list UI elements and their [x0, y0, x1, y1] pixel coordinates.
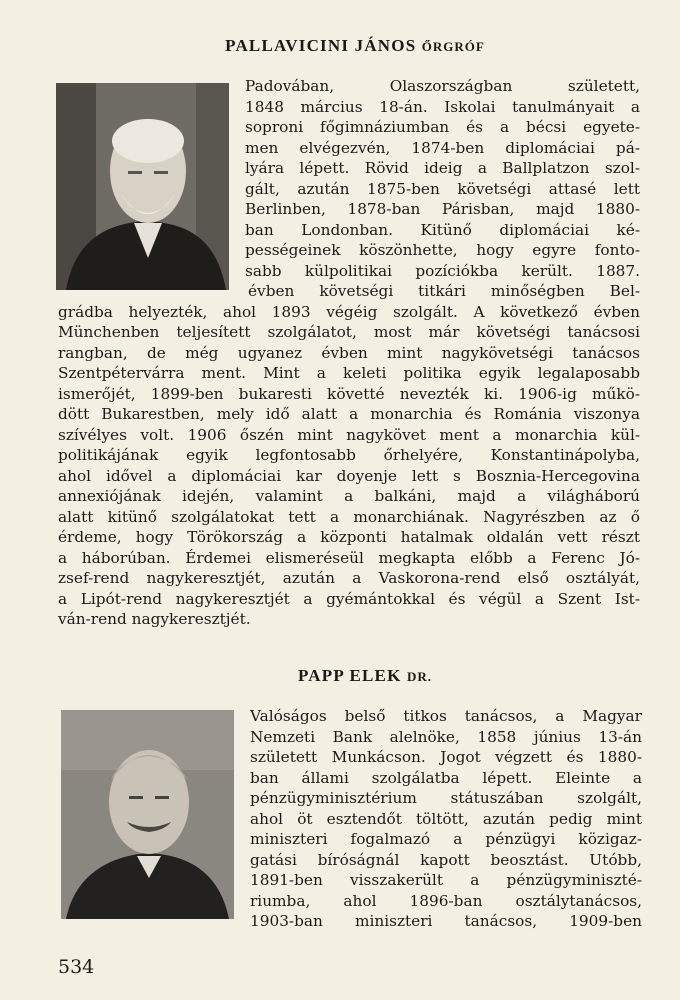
text-line: alatt kitünő szolgálatokat tett a monarchiának. Nagyrészben az ő — [58, 507, 640, 526]
text-line: men elvégezvén, 1874-ben diplomáciai pá- — [245, 138, 640, 157]
text-line: grádba helyezték, ahol 1893 végéig szolgált. A következő évben — [58, 302, 640, 321]
text-line: 1903-ban miniszteri tanácsos, 1909-ben — [250, 912, 642, 930]
text-line: született Munkácson. Jogot végzett és 1880- — [250, 748, 642, 766]
text-line: Padovában, Olaszországban született, — [245, 77, 640, 95]
portrait-photo-icon — [61, 710, 234, 919]
text-line: miniszteri fogalmazó a pénzügyi közigaz- — [250, 830, 642, 848]
text-line: ban Londonban. Kitünő diplomáciai ké- — [245, 220, 640, 239]
entry-title-suffix: DR. — [406, 669, 432, 684]
text-line: gatási bíróságnál kapott beosztást. Utóbb, — [250, 850, 642, 869]
text-line: rangban, de még ugyanez évben mint nagykövetségi tanácsos — [58, 343, 640, 362]
entry-title-papp — [0, 666, 680, 686]
text-line: Valóságos belső titkos tanácsos, a Magyar — [250, 707, 642, 725]
text-line: politikájának egyik legfontosabb őrhelyére, Konstantinápolyba, — [58, 446, 640, 464]
text-line: ván-rend nagykeresztjét. — [58, 610, 251, 628]
text-line: ban állami szolgálatba lépett. Eleinte a — [250, 768, 642, 787]
text-line: gált, azután 1875-ben követségi attasé lett — [245, 179, 640, 198]
text-line: pességeinek köszönhette, hogy egyre fonto- — [245, 241, 640, 259]
entry-text-side-papp — [250, 706, 642, 932]
text-line: soproni főgimnáziumban és a bécsi egyete- — [245, 118, 640, 136]
text-line: lyára lépett. Rövid ideig a Ballplatzon szol- — [245, 159, 640, 177]
text-line: Berlinben, 1878-ban Párisban, majd 1880- — [245, 200, 640, 218]
text-line: Nemzeti Bank alelnöke, 1858 június 13-án — [250, 727, 642, 746]
text-line: Münchenben teljesített szolgálatot, most már követségi tanácsosi — [58, 323, 640, 341]
page-number: 534 — [58, 956, 95, 978]
text-line: ismerőjét, 1899-ben bukaresti követté nevezték ki. 1906-ig műkö- — [58, 384, 640, 403]
portrait-photo-icon — [56, 83, 229, 290]
entry-text-side-pallavicini — [245, 76, 640, 281]
entry-title-main: PALLAVICINI JÁNOS — [225, 36, 422, 55]
text-line: ahol öt esztendőt töltött, azután pedig mint — [250, 809, 642, 828]
text-line: 1891-ben visszakerült a pénzügyminiszté- — [250, 871, 642, 889]
entry-title-suffix: ŐRGRÓF — [421, 39, 485, 54]
text-line: szívélyes volt. 1906 őszén mint nagykövet ment a monarchia kül- — [58, 425, 640, 444]
text-line: sabb külpolitikai pozíciókba került. 1887. — [245, 261, 640, 280]
portrait-pallavicini — [56, 83, 229, 290]
text-line: riumba, ahol 1896-ban osztálytanácsos, — [250, 891, 642, 910]
text-line: annexiójának idején, valamint a balkáni, majd a világháború — [58, 487, 640, 505]
text-line: évben követségi titkári minőségben Bel- — [248, 282, 640, 300]
entry-title-pallavicini — [0, 36, 680, 56]
text-line: dött Bukarestben, mely idő alatt a monarchia és Románia viszonya — [58, 405, 640, 423]
entry-text-full-pallavicini — [58, 281, 640, 630]
text-line: 1848 március 18-án. Iskolai tanulmányait a — [245, 97, 640, 116]
text-line: a háborúban. Érdemei elismeréseül megkapta előbb a Ferenc Jó- — [58, 548, 640, 567]
text-line: pénzügyminisztérium státuszában szolgált, — [250, 789, 642, 807]
text-line: Szentpétervárra ment. Mint a keleti politika egyik legalaposabb — [58, 364, 640, 382]
text-line: érdeme, hogy Törökország a központi hatalmak oldalán vett részt — [58, 528, 640, 546]
text-line: a Lipót-rend nagykeresztjét a gyémántokkal és végül a Szent Ist- — [58, 589, 640, 608]
entry-title-main: PAPP ELEK — [297, 666, 407, 685]
portrait-papp — [61, 710, 234, 919]
text-line: ahol idővel a diplomáciai kar doyenje lett s Bosznia-Hercegovina — [58, 466, 640, 485]
text-line: zsef-rend nagykeresztjét, azután a Vaskorona-rend első osztályát, — [58, 569, 640, 587]
